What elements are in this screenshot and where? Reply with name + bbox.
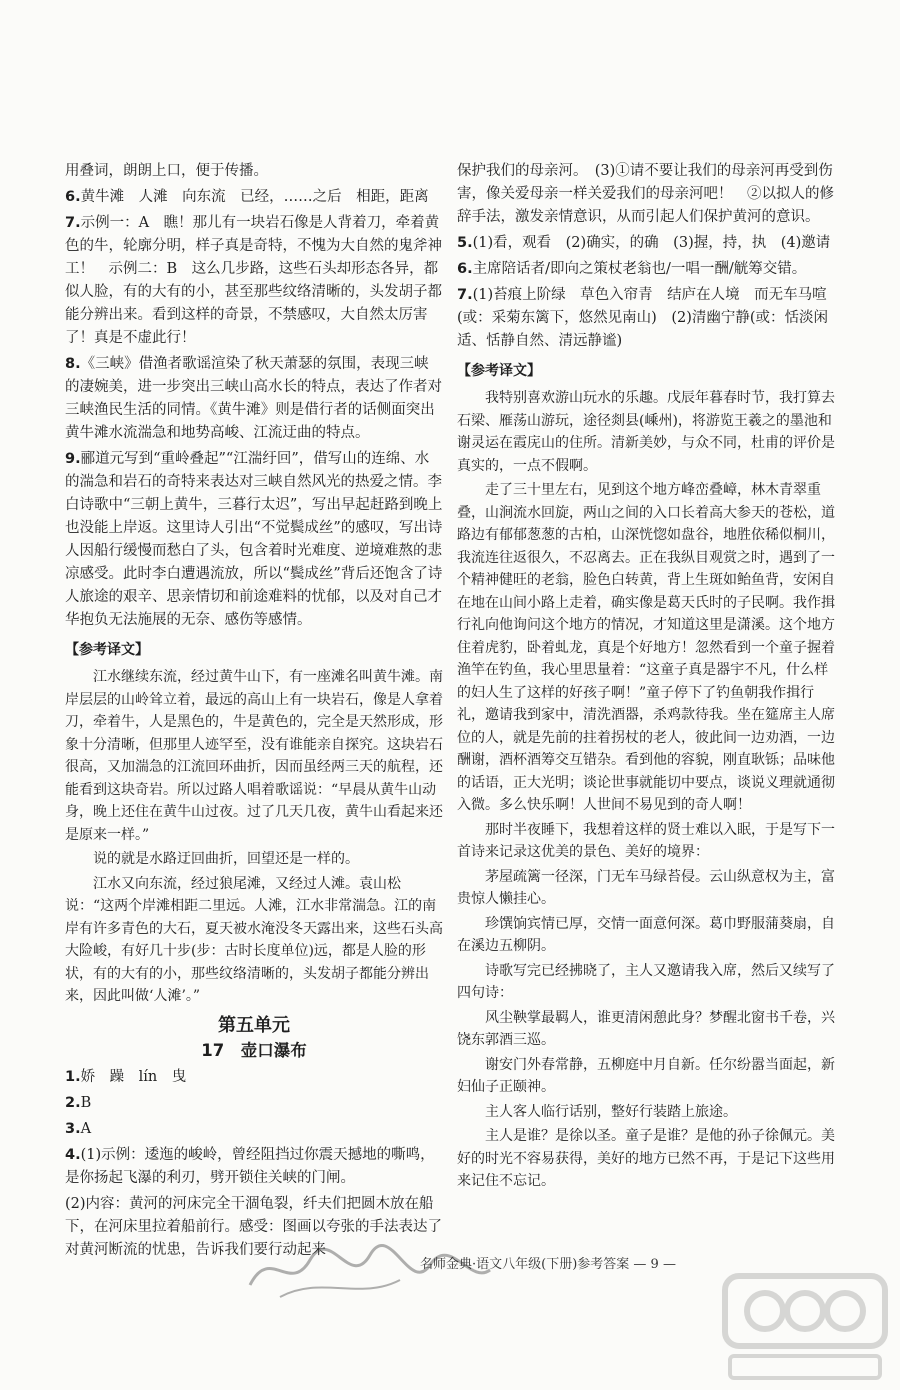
answer-number: 1. [65, 1068, 81, 1085]
answer-number: 7. [65, 215, 81, 231]
answer-item [457, 284, 835, 353]
lesson-title: 17 壶口瀑布 [201, 1040, 307, 1060]
answer-number: 4. [65, 1146, 81, 1163]
unit-title: 第五单元 [218, 1014, 290, 1036]
answer-text: 主席陪话者/即向之策杖老翁也/一唱一酬/觥筹交错。 [472, 261, 807, 277]
answer-item [65, 1118, 443, 1141]
page-footer: 名师金典·语文八年级(下册)参考答案 — 9 — [420, 1257, 676, 1272]
poem-line: 珍馔饷宾情已厚，交情一面意何深。葛巾野服蒲葵扇，自在溪边五柳阴。 [457, 915, 835, 954]
translation-paragraph: 说的就是水路迂回曲折，回望还是一样的。 [93, 851, 359, 867]
answer-text: 示例一：A 瞧！那儿有一块岩石像是人背着刀，牵着黄色的牛，轮廓分明，样子真是奇特，不愧为大自然的鬼斧神工！ 示例二：B 这么几步路，这些石头却形态各异，都似人脸，有的大有的小，甚至那些纹络清晰的，头发胡子都能分辨出来。看到这样的奇景，不禁感叹，大自然太厉害了！真是不虚此行！ [65, 215, 442, 346]
answer-lead [65, 160, 443, 183]
answer-number: 9. [65, 451, 81, 467]
answer-item [65, 1092, 443, 1115]
answer-text: 《三峡》借渔者歌谣渲染了秋天萧瑟的氛围，表现三峡的凄婉美，进一步突出三峡山高水长的特点，表达了作者对三峡渔民生活的同情。《黄牛滩》则是借行者的话侧面突出黄牛滩水流湍急和地势高峻、江流迂曲的特点。 [65, 356, 442, 441]
answer-text: B [80, 1094, 92, 1111]
answer-text: 保护我们的母亲河。 (3)①请不要让我们的母亲河再受到伤害，像关爱母亲一样关爱我们的母亲河吧！ ②以拟人的修辞手法，激发亲情意识，从而引起人们保护黄河的意识。 [457, 163, 834, 225]
translation-paragraph: 诗歌写完已经拂晓了，主人又邀请我入席，然后又续写了四句诗： [457, 962, 835, 1001]
answer-number: 7. [457, 287, 473, 303]
answer-item [65, 448, 443, 632]
answer-number: 5. [457, 235, 473, 251]
translation-paragraph: 主人客人临行话别，整好行装踏上旅途。 [485, 1103, 737, 1120]
answer-text: (2)内容：黄河的河床完全干涸龟裂，纤夫们把圆木放在船下，在河床里拉着船前行。感受：图画以夸张的手法表达了对黄河断流的忧患，告诉我们要行动起来 [65, 1195, 442, 1258]
answer-lead [457, 160, 835, 229]
answer-item [457, 258, 835, 281]
translation-paragraph: 江水又向东流，经过狼尾滩，又经过人滩。袁山松说：“这两个岸滩相距二里远。人滩，江水非常湍急。江的南岸有许多青色的大石，夏天被水淹没冬天露出来，这些石头高大险峻，有好几十步(步：古时长度单位)远，都是人脸的形状，有的大有的小，那些纹络清晰的，头发胡子都能分辨出来，因此叫做‘人滩’。” [65, 875, 443, 1004]
answer-number: 3. [65, 1120, 81, 1137]
answer-text: A [80, 1120, 92, 1137]
answer-number: 6. [65, 189, 81, 205]
right-column [457, 160, 835, 1195]
answer-text: 郦道元写到“重岭叠起”“江湍纡回”，借写山的连绵、水的湍急和岩石的奇特来表达对三峡自然风光的热爱之情。李白诗歌中“三朝上黄牛，三暮行太迟”，写出早起赶路到晚上也没能上岸返。这里诗人引出“不觉鬓成丝”的感叹，写出诗人因船行缓慢而愁白了头，包含着时光难度、逆境难熬的悲凉感受。此时李白遭遇流放，所以“鬓成丝”背后还饱含了诗人旅途的艰辛、思亲情切和前途难料的忧郁，以及对自己才华抱负无法施展的无奈、感伤等感情。 [65, 451, 443, 628]
left-column [65, 160, 443, 1265]
site-logo-watermark [720, 1268, 890, 1386]
answer-number: 8. [65, 356, 81, 372]
translation-paragraph: 江水继续东流，经过黄牛山下，有一座滩名叫黄牛滩。南岸层层的山岭耸立着，最远的高山上有一块岩石，像是人拿着刀，牵着牛，人是黑色的，牛是黄色的，完全是天然形成，形象十分清晰，但那里人迹罕至，没有谁能亲自探究。这块岩石很高，又加湍急的江流回环曲折，因而虽经两三天的航程，还能看到这块奇岩。所以过路人唱着歌谣说：“早晨从黄牛山动身，晚上还住在黄牛山过夜。过了几天几夜，黄牛山看起来还是原来一样。” [65, 669, 443, 843]
answer-item [457, 232, 835, 255]
translation-paragraph: 我特别喜欢游山玩水的乐趣。戊辰年暮春时节，我打算去石梁、雁荡山游玩，途径剡县(嵊州)，将游览王羲之的墨池和谢灵运在霞庑山的住所。清新美妙，与众不同，杜甫的评价是真实的，一点不假啊。 [457, 390, 835, 474]
answer-item [65, 1066, 443, 1089]
translation-paragraph: 那时半夜睡下，我想着这样的贤士难以入眠，于是写下一首诗来记录这优美的景色、美好的境界： [457, 821, 835, 860]
answer-text: (1)苔痕上阶绿 草色入帘青 结庐在人境 而无车马喧(或：采菊东篱下，悠然见南山) (2)清幽宁静(或：恬淡闲适、恬静自然、清远静谧) [457, 287, 829, 349]
answer-text: 黄牛滩 人滩 向东流 已经，……之后 相距，距离 [80, 189, 429, 205]
poem-line: 茅屋疏篱一径深，门无车马绿苔侵。云山纵意权为主，富贵惊人懒挂心。 [457, 868, 835, 907]
translation-paragraph: 主人是谁？是徐以圣。童子是谁？是他的孙子徐佩元。美好的时光不容易获得，美好的地方已然不再，于是记下这些用来记住不忘记。 [457, 1128, 835, 1189]
answer-item [65, 186, 443, 209]
answer-number: 2. [65, 1094, 81, 1111]
answer-item [65, 212, 443, 350]
reference-translation-tag: 【参考译文】 [65, 642, 149, 658]
answer-text: (1)示例：逶迤的峻岭，曾经阻挡过你震天撼地的嘶鸣，是你扬起飞瀑的利刃，劈开锁住关峡的门闸。 [65, 1146, 435, 1186]
poem-line: 谢安门外春常静，五柳庭中月自新。任尔纷嚣当面起，新妇仙子正颐神。 [457, 1056, 835, 1095]
answer-item [65, 1144, 443, 1190]
answer-number: 6. [457, 261, 473, 277]
reference-translation-tag: 【参考译文】 [457, 363, 541, 379]
translation-paragraph: 走了三十里左右，见到这个地方峰峦叠嶂，林木青翠重叠，山涧流水回旋，两山之间的入口长着高大参天的苍松，道路边有郁郁葱葱的古柏，山深恍惚如盘谷，地胜依稀似桐川，我流连往返很久，不忍离去。正在我纵目观赏之时，遇到了一个精神健旺的老翁，脸色白转黄，背上生斑如鲐鱼背，安闲自在地在山间小路上走着，确实像是葛天氏时的子民啊。我作揖行礼向他询问这个地方的情况，才知道这里是潇溪。这个地方住着虎豹，卧着虬龙，真是个好地方！忽然看到一个童子握着渔竿在钓鱼，我心里思量着：“这童子真是器宇不凡，什么样的妇人生了这样的好孩子啊！”童子停下了钓鱼朝我作揖行礼，邀请我到家中，清洗酒器，杀鸡款待我。坐在筵席主人席位的人，就是先前的拄着拐杖的老人，彼此间一边劝酒，一边酬谢，酒杯酒筹交互错杂。看到他的容貌，刚直耿铄；品味他的话语，正大光明；谈论世事就能切中要点，谈说义理就通彻入微。多么快乐啊！人世间不易见到的奇人啊！ [457, 482, 835, 813]
answer-text: 用叠词，朗朗上口，便于传播。 [65, 163, 268, 179]
answer-text: 娇 躁 lín 曳 [80, 1068, 187, 1085]
poem-line: 风尘鞅掌最羁人，谁更清闲憩此身？梦醒北窗书千卷，兴饶东郭酒三巡。 [457, 1009, 835, 1048]
answer-item [65, 353, 443, 445]
answer-text: (1)看，观看 (2)确实，的确 (3)握，持，执 (4)邀请 [472, 235, 831, 251]
